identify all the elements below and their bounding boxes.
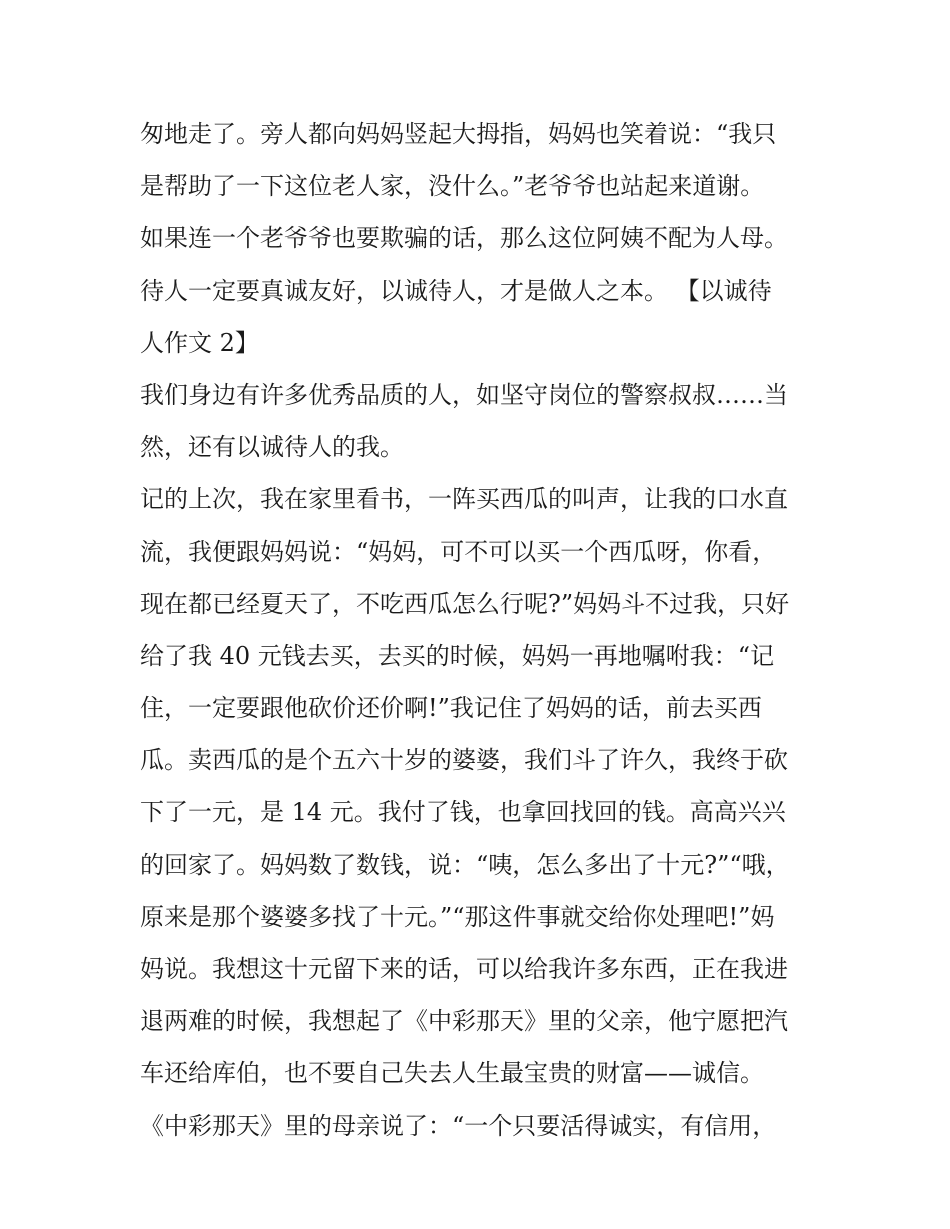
text-line: 流，我便跟妈妈说：“妈妈，可不可以买一个西瓜呀，你看，	[140, 537, 777, 566]
text-line: 原来是那个婆婆多找了十元。”“那这件事就交给你处理吧!”妈	[140, 902, 775, 931]
section-heading-line: 人作文 2】	[140, 328, 259, 357]
text-line: 记的上次，我在家里看书，一阵买西瓜的叫声，让我的口水直	[140, 485, 788, 514]
text-line: 住，一定要跟他砍价还价啊!”我记住了妈妈的话，前去买西	[140, 694, 762, 723]
text-line: 匆地走了。旁人都向妈妈竖起大拇指，妈妈也笑着说：“我只	[140, 120, 777, 148]
text-line: 如果连一个老爷爷也要欺骗的话，那么这位阿姨不配为人母。	[140, 224, 788, 253]
essay-text	[140, 108, 820, 1152]
text-line: 下了一元，是 14 元。我付了钱，也拿回找回的钱。高高兴兴	[140, 798, 786, 827]
text-line: 是帮助了一下这位老人家，没什么。”老爷爷也站起来道谢。	[140, 172, 765, 201]
text-line: 的回家了。妈妈数了数钱，说：“咦，怎么多出了十元?”“哦，	[140, 850, 790, 879]
text-line: 瓜。卖西瓜的是个五六十岁的婆婆，我们斗了许久，我终于砍	[140, 746, 788, 775]
text-line: 我们身边有许多优秀品质的人，如坚守岗位的警察叔叔……当	[140, 380, 788, 409]
text-line: 《中彩那天》里的母亲说了：“一个只要活得诚实，有信用，	[140, 1111, 777, 1140]
text-line: 然，还有以诚待人的我。	[140, 433, 404, 462]
text-line: 退两难的时候，我想起了《中彩那天》里的父亲，他宁愿把汽	[140, 1007, 788, 1036]
text-line: 待人一定要真诚友好，以诚待人，才是做人之本。 【以诚待	[140, 276, 772, 305]
text-line: 给了我 40 元钱去买，去买的时候，妈妈一再地嘱咐我：“记	[140, 641, 775, 670]
text-line: 妈说。我想这十元留下来的话，可以给我许多东西，正在我进	[140, 955, 788, 983]
text-line: 现在都已经夏天了，不吃西瓜怎么行呢?”妈妈斗不过我，只好	[140, 589, 790, 618]
text-line: 车还给库伯，也不要自己失去人生最宝贵的财富——诚信。	[140, 1059, 764, 1088]
